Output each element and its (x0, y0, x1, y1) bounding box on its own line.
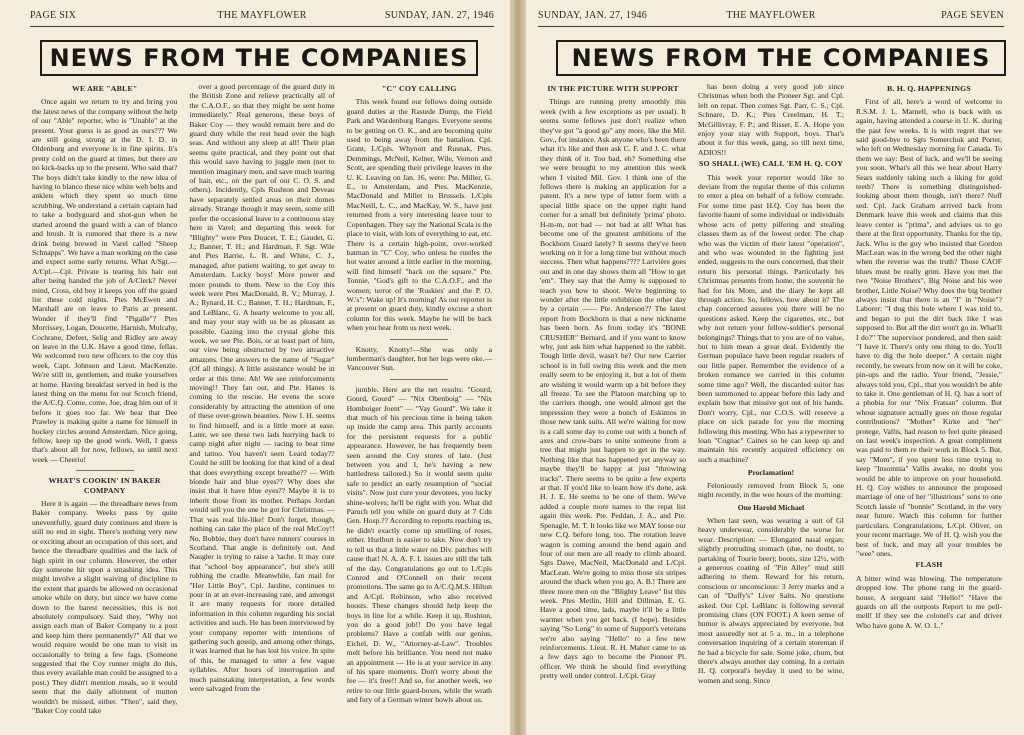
page-six (0, 0, 510, 735)
flash-heading: FLASH (915, 560, 943, 570)
article-columns (540, 82, 1002, 727)
header-rule (538, 26, 1004, 27)
divider (390, 339, 448, 340)
running-head-right (538, 10, 1004, 26)
article-heading: SO SHALL (WE) CALL 'EM H. Q. COY (699, 159, 843, 169)
flash-poem: A bitter wind was blowing. The temperature dropped low. The phone rang in the guard-house, A sergeant said "Hello!" "Have the guards on all the outposts Report to me pell-mell! If they see the colonel's car and driver Who have gone A. W. O. L." (856, 573, 1002, 630)
article-body: Feloniously removed from Block 5, one night recently, in the wee hours of the morning: (698, 480, 844, 500)
paper-name: THE MAYFLOWER (726, 10, 816, 21)
filler-quip: Knotty, Knotty!—She was only a lumberman's daughter, but her legs were oke.—Vancouver Sun. (346, 344, 492, 373)
paper-name: THE MAYFLOWER (217, 10, 307, 21)
column-3 (347, 82, 492, 727)
divider (390, 379, 448, 380)
article-body: Once again we return to try and bring you the latest news of the company without the help of our "Able" reporter, who is "Unable" at the present. Your guess is as good as ours??? We are still going strong at the D. I. D. in Oldenburg and everyone is in fine spirits. It's pretty cold on the guard at times, but there are no kick-backs up to the present. Who said that? The boys didn't take kindly to the new idea of having to blanco these nice white web belts and anklets which they spent so much time scrubbing. We understand a certain captain had to take a bodyguard and shot-gun when he started around the guard with a can of blanco and brush. It is rumored that there is a new drink being brewed in Varel called "Sheep Schnapps". We have a man working on the case and expect some early returns. What A/Sgt.—A/Cpl.—Cpl. Private is tearing his hair out after being handed the job of A/Clerk? Never mind, Cross, old boy it keeps you off the guard list these cold nights. Ptes McEwen and Marshall are on leave to Paris at present. Wonder if they'll find "Pigalle"? Ptes Morrissey, Logan, Doucette, Harnish, Mulcahy, Cochrane, Defeet, Selig and Ridley are away on leave in the U.K. Have a good time, fellas. We welcomed two new officers to the coy this week, Capt. Johnson and Lieut. MacKenzie. We're still in, gentlemen, and make yourselves at home. Having breakfast served in bed is the latest thing on the menu for our Scotch friend, the A/C.Q. Come, come, Joe, drag him out of it before it goes too far. We hear that Dee Prawley is making quite a name for himself in hockey circles around Amsterdam. Nice going, fellow, keep up the good work. Well, I guess that's about all for now, fellows, so until next week — Cheerio! (32, 97, 178, 464)
article-body: This week found our fellows doing outside guard duties at the Rastede Dump, the Field Park and Wardenburg Ranges. Everyone seems to be getting on O. K., and are becoming quite used to being away from the battalion. Cpl. Grant, L/Cpls. Whynott and Rusnak, Ptes. Demmings, McNeil, Kelner, Wile, Vernon and Scott, are spending their privilege leaves in the U. K. Leaving on Jan. 16, were: Pte. Miller, G. E., to Amsterdam, and Ptes. MacKenzie, MacDonald and Millet to Brussels. L/Cpls MacNeill, L. C., and MacKay, W. S., have just returned from a very interesting leave tour to Copenhagen. They say the National Scala is the place to visit, with lots of everything to eat, etc. There is a certain high-point, over-worked batman in "C" Coy, who unless he rustles the hot water around a little earlier in the morning, will find himself "back on the square." Pte. Tonnie, "God's gift to the C.A.O.F., and the women; terror of the 'Ruskies' and the P. O. W.'s": Wake up! It's morning! As our reporter is at present on guard duty, kindly excuse a short column for this week. Maybe he will be back when you hear from us next week. (346, 97, 492, 333)
proclamation-subject: One Harold Michael (737, 503, 805, 513)
column-2 (698, 82, 844, 727)
article-heading: IN THE PICTURE WITH SUPPORT (547, 84, 679, 93)
page-label: PAGE SIX (30, 10, 77, 21)
article-body: When last seen, was wearing a suit of GI heavy underwear, considerably the worse for wear. Description: — Elongated nasal organ; slightly protruding stomach (due, no doubt, to partaking of Tourie beer); boots, size 12½, with a generous coating of "Pin Alley" mud still adhering to them. Reward for his return, conscious or unconscious: 3 Jerry marks and a can of "Duffy's" Liver Salts. No questions asked. Our Cpl. LeBlanc is following several promising clues (ON FOOT.) A keen sense of humor is always appreciated by everyone, but most assuredly not at 5 a. m., in a telephone conversation inquiring of a certain storeman if he had a bicycle for sale. Some joke, chum, but there's always another day coming. In a certain H. Q. corporal's heyday it used to be wine, women and song. Since (698, 515, 844, 685)
article-heading: "C" COY CALLING (382, 84, 457, 93)
page-gutter (510, 0, 526, 735)
column-2 (189, 82, 334, 727)
running-head-left (30, 10, 494, 26)
article-heading: WHAT'S COOKIN' IN BAKER COMPANY (48, 476, 161, 495)
article-body: This week your reporter would like to deviate from the regular theme of this column to enter a plea on behalf of a fellow comrade. For some time past H.Q. Coy has been the favorite haunt of some individual or individuals whose acts of petty pilfering and stealing classes them as of the lowest order. The chap who was the victim of their latest "operation", and who was wounded in the fighting just ended, suggests to the ours concerned, that their return his personal things. Particularly his Christmas presents from home, the souvenir he had for his Mom, and the diary he kept all through action. So, fellows, how about it? The chap concerned assures you there will be no questions asked. Keep the cigarettes, etc., but why not return your fellow-soldier's personal belongings? Things that to you are of no value, but to him mean a great deal. Evidently the German populace have been regular readers of our little paper. Remember the evidence of a broken romance we carried in this column some time ago? Well, the discarded suitor has been summoned to appear before this lady and explain how that missive got out of his hands. Don't worry, Cpl., our C.O.S. will reserve a place on sick parade for you the morning following this meeting. Who has a typewriter to loan "Cognac" Caines so he can keep up and maintain his recently acquired efficiency on such a machine? (698, 172, 844, 464)
article-body: over a good percentage of the guard duty in the British Zone and relieve practically all of the C.A.O.F., so that they might be sent home immediately." Real generous, these boys of Baker Coy — they would remain here and do guard duty while the rest head over the high seas. And without any sleep at all! Their plan seems quite practical, and they point out that this would save having to juggle men (not to mention imaginary men, and save much tearing of hair, etc., on the part of our C. O. S. and others). Incidently, Cpls Rushton and Deveau have separately settled areas on their domes already. Strange though it may seem, some still prefer the occasional leave to a continuous stay here in Varel; and departing this week for "Blighty" were Ptes Doucet, T. E.; Gaudet, G. J.; Banner, T. H.; and Hardman, F. Sgt. Wile and Ptes Barrie, L. R. and White, C. J., managed, after patient waiting, to get away to Amsterdam. Lucky boys! More power and more pounds to them. New to the Coy this week were Ptes MacDonald, R. V.; Murray, J. A.; Rynard, H. C.; Banner, T. H.; Hardman, F., and LeBlanc, G. A hearty welcome to you all, and may your stay with us be as pleasant as possible. Gazing into the crystal globe this week, we see Pte. Bois, or at least part of him, our view being obstructed by two attractive amazons. One answers to the name of "Sugar" (Of all things). A little assistance would be in order at this time. Ah! We see reinforcements moving!! They fan out, and Pte. Hanes is coming to the rescue. He evens the score considerably by attracting the attention of one of these over-grown beauties. Now I. H. seems to find himself, and is a little more at ease. Later, we see these two lads hurrying back to camp night after night — racing to beat time and tattoo. You haven't seen Leard today?? Could he still be looking for that kind of a deal that does everything except breathe?? — With blonde hair and blue eyes?? Why does she insist that it have blue eyes?? Maybe it is to inherit those from its mother. Perhaps Jordan would sell you the one he got for Christmas. — That was real life-like! Don't forget, though, nothing can take the place of the real McCoy!! No, Bobbie, they don't have runners' courses in Scotland. That angle is definitely out. And Naugler is trying to raise a 'tache. It may cure that "school boy appearance", but she's still robbing the cradle. Meanwhile, fan mail for "Her Little Boy", Cpl. Jardine, continues to pour in at an ever-increasing rate, and amongst it are many requests for more detailed information in this column regarding his social activities and such. He has been interviewed by your company reporter with intentions of gathering such gossip, and among other things, it was learned that he has lost his voice. In spite of this, he managed to utter a few vague syllables. After hours of interrogation and much painstaking interpretation, a few words were salvaged from the (189, 82, 335, 693)
section-banner: NEWS FROM THE COMPANIES (556, 40, 1006, 76)
divider (76, 470, 134, 471)
article-heading: B. H. Q. HAPPENINGS (887, 84, 971, 93)
page-label: PAGE SEVEN (941, 10, 1004, 21)
proclamation-heading: Proclamation! (747, 468, 795, 478)
article-body: Here it is again — the threadbare news from Baker company. Weeks pass by quite uneventfully, guard duty continues and there is still no end in sight. There's nothing very new or exciting about an occupation of this sort, and hence the threadbare qualities and the lack of high spirit in our column. However, the other day someone hit upon a smashing idea. This might involve a slight waiving of discipline to the extent that guards be allowed on occasional smoke while on duty, but since we have come down to the barest necessities, this is not absolutely compulsory. Said they, "Why not assign each man of Baker Company to a post and keep him there permanently?" All that we would require would be one man to visit us occasionally to bring a few fags. (Someone suggested that the Coy runner might do this, thus every available man could be assigned to a post.) They didn't mention meals, so it would seem that the daily allotment of mutton wouldn't be missed, either. "Then", said they, "Baker Coy could take (32, 499, 178, 715)
header-rule (30, 26, 494, 27)
article-body: First of all, here's a word of welcome to R.S.M. J. L. Marnell, who is back with us again, having attended a course in U. K. during the past few weeks. It is with regret that we said good-bye to Sgts Somerchuk and Porter, who left on Wednesday morning for Canada. To them we say: Best of luck, and we'll be seeing you soon. What's all this we hear about Harry Sears suddenly taking such a liking for gold teeth? There is something distinguished-looking about them though, isn't there? Nuff sed. Cpl. Jack Graham arrived back from Denmark leave this week and claims that this leave center is "prima", and advises us to go there at the first opportunity. Thanks for the tip, Jack. Who is the guy who insisted that Gordon MacLean was in the wrong bed the other night when the reverse was the truth? Those CAOF blues must be really grim. Have you met the two "Noise Brothers", Big Noise and his wee brother, Little Noise? Why does the big brother always insist that there is an "I" in "Noise"? Laborer: "I dug this hole where I was told to, and began to put the dirt back like I was supposed to. But all the dirt won't go in. What'll I do?" The supervisor pondered, and then said: "I have it. There's only one thing to do. You'll have to dig the hole deeper." A certain night recently, he swears from now on it will be coke, pin-ups and the radio. Your friend, "Jessie," always told you, Cpl., that you wouldn't be able to take it. One gentleman of H. Q. has a sort of a phobia for our "Nix Fratsan" column. But whose signature actually goes on those regular contributions? "Mother" Kirke and "her" protege, Vallis, had reason to feel quite pleased on last week's inspection. A great compliment was paid to them re their work in Block 5. But, say "Mom", if you spent less time trying to keep "Insomnia" Vallis awake, no doubt you would be able to improve on your household. H. Q. Coy wishes to announce the proposed marriage of one of her "illustrious" sons to one Scotch lassie of "bonnie" Scotland, in the very near future. Watch this column for further particulars. Congratulations, L/Cpl. Oliver, on your recent marriage. We of H. Q. wish you the best of luck, and may all your troubles be "wee" ones. (856, 97, 1002, 558)
article-body: Things are running pretty smoothly this week (with a few exceptions as per usual). It seems some fellows just don't realize when they've got "a good go" any more, like the Mil. Gov., for instance. Ask anyone who's been there what it's like and then ask C. F. and J. C. what they think of it. Too bad, eh? Something else we were brought to my attention this week when I visited Mil. Gov. I think one of the fellows there is making an application for a patent. It's a new type of letter form with a special little space on the upper right hand corner for a small but definitely 'prima' photo. H-m-m, not bad — not bad at all! What has become one of the greatest ambitions of the Bockhorn Guard lately? It seems they've been working on it for a long time but without much success. Then what happens???? Larivière goes out and in one day shows them all "How to get 'em". They say that the Army is supposed to teach you how to shoot. We're beginning to wonder after the little exhibition the other day by a certain —— Pte. Anderson?? The latest report from Bockhorn is that a new nickname has been born. As from today it's "BONE CRUSHER" Bernard, and if you want to know why, just ask him what happened to the rabbit. Tough little devil, wasn't he? Our new Carrier school is in full swing this week and the men really seem to be enjoying it, but a lot of them are wishing it would warm up a bit before they all freeze. To see the Platoon marching up to the carriers though, one would almost get the impression they were a bunch of Eskimos in those new tank suits. All we're waiting for now is a call some day to come out with a bunch of axes and crow-bars to unite someone from a tree that might just happen to get in the way. Nothing like that has happened yet anyway so maybe they'll be happy at just "throwing tracks". There seems to be quite a few experts at that. If you'd like to learn how it's done, ask H. J. E. He seems to be one of them. We've added a couple more names to the repat list again this week. Pte. Peddan, J. A., and Pte. Spenagle, M. T. It looks like we MAY loose our new C.Q. before long, too. The rotation leave wagon is coming around the bend again and four of our men are all ready to climb aboard. Sgts Dawe, MacNeil, MacDonald and L/Cpl. MacLean. We're going to miss those six stripes around the shack when you go, A. B.! There are three more men on the "Blighty Leave" list this week. Ptes Metlin, Hill and Dillman, E. G. Have a good time, lads, maybe it'll be a little warmer when you get back. (I hope). Besides saying "So Long" to some of Support's veterans we're also saying "Hello" to a few new reinforcements. Lieut. R. H. Maher came to us a few days ago to become the Pioneer Pl. officer. We think he should find everything pretty well under control. L/Cpl. Gray (540, 97, 686, 681)
section-banner: NEWS FROM THE COMPANIES (40, 40, 478, 76)
issue-date: SUNDAY, JAN. 27, 1946 (538, 10, 648, 21)
article-heading: WE ARE "ABLE" (71, 84, 138, 93)
column-1 (540, 82, 686, 727)
issue-date: SUNDAY, JAN. 27, 1946 (384, 10, 494, 21)
page-seven (526, 0, 1024, 735)
column-1 (32, 82, 177, 727)
article-body: has been doing a very good job since Christmas when both the Pioneer Sgt. and Cpl. left on repat. Then comes Sgt. Parr, C. S.; Cpl. Schnare, D. K.; Ptes Creelman, H. T.; McGillivray, F. P.; and Risser, E. A. Hope you enjoy your stay with Support, boys. That's about it for this week, gang, so till next time, ADIOS!! (698, 82, 844, 157)
article-body: jumble. Here are the net results: "Gourd, Gourd, Gourd" — "Nix Obenboig" — "Nix Homboiger Joent" — "Vay Gourd". We take it that much of his precious time is being taken up inside the camp area. This partly accounts for the persistent requests for a public appearance. However, he has frequently been seen around the Coy stores of late. (Just between you and I, he's having a new battledress tailored.) So it would seem quite safe to predict an early resumption of "social visits". Now just cure your devotees, you lucky shine-wolves; he'll be right with you. What did Paruch tell you while on guard duty at 7 Cdn Gen. Hosp.?? According to reports reaching us, he didn't exactly come up smelling of roses, either. Hurlburt is easier to take. Now don't try to tell us that a little water on Div. patches will cause that! N. A. A. F. I. issues are still the talk of the day. Congratulations go out to L/Cpls Conrod and O'Connell on their recent promotions. The same go to A/C.Q.M.S. Hilton and A/Cpl. Robinson, who also received boosts. These changes should help keep the boys in line for a while. Keep it up, Rushton, you do a good job!! Do you have legal problems? Have a confab with our genius, Eichel, D. W., "Attorney-at-Law". Troubles melt before his brilliance. You need not make an appointment — He is at your service in any of his spare moments. Don't worry about the fee — it's free!! And so, for another week, we retire to our little guard-boxes, while the wrath and fury of a German winter howls about us. (346, 384, 492, 705)
column-3 (856, 82, 1002, 727)
article-columns (32, 82, 492, 727)
